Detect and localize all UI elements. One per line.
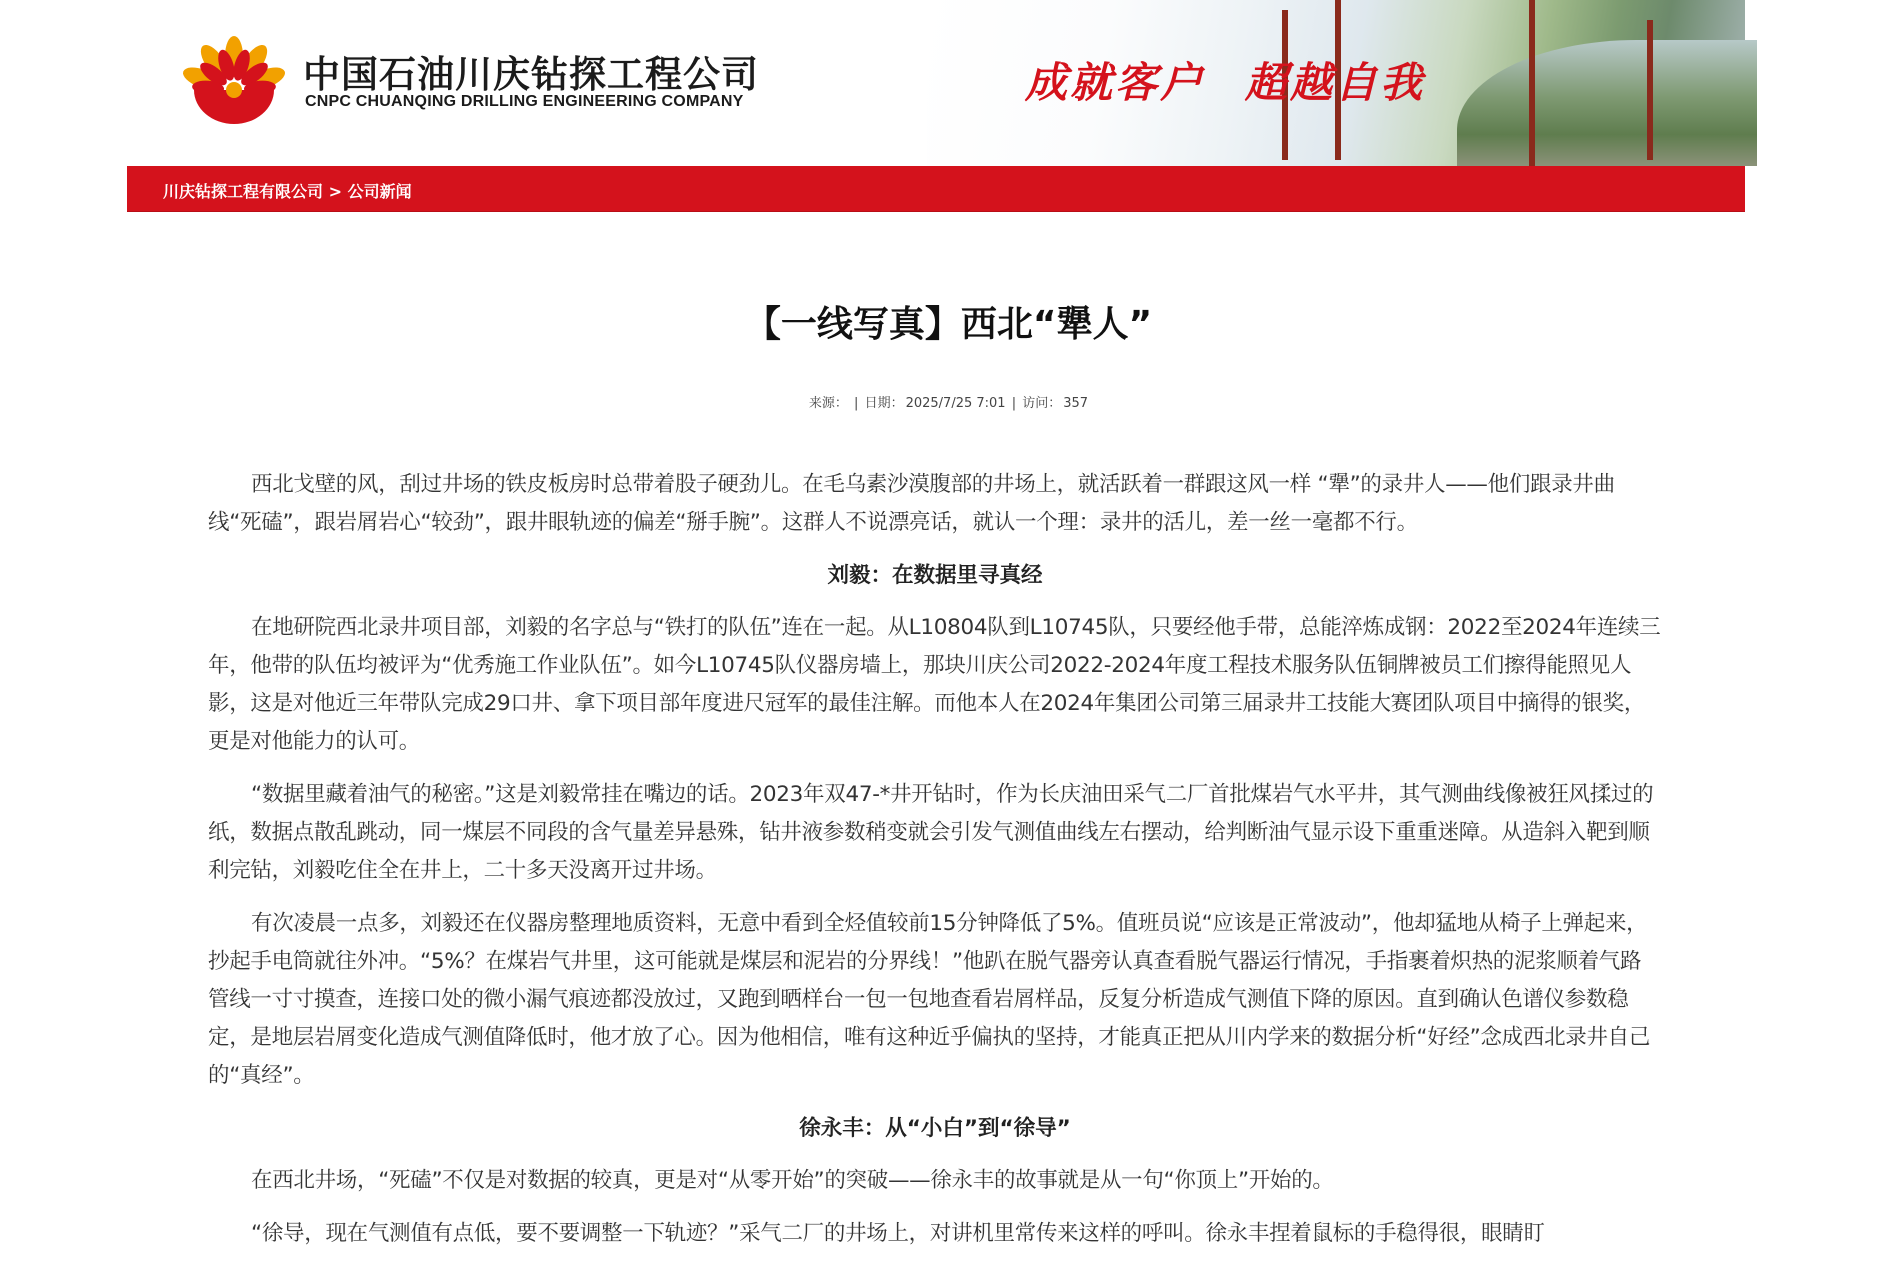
cnpc-petal-logo-icon[interactable] (187, 32, 281, 124)
company-name-cn: 中国石油川庆钻探工程公司 (303, 54, 759, 95)
article-paragraph: 西北戈壁的风，刮过井场的铁皮板房时总带着股子硬劲儿。在毛乌素沙漠腹部的井场上，就活跃着一群跟这风一样 “犟”的录井人——他们跟录井曲线“死磕”，跟岩屑岩心“较劲”，跟井眼轨迹的偏差“掰手腕”。这群人不说漂亮话，就认一个理：录井的活儿，差一丝一毫都不行。 (208, 472, 1615, 535)
article-title: 【一线写真】西北“犟人” (744, 304, 1153, 345)
publish-date: 2025/7/25 7:01 (905, 396, 1006, 411)
breadcrumb (163, 179, 412, 202)
source-label: 来源： (808, 396, 848, 411)
article-paragraph: 有次凌晨一点多，刘毅还在仪器房整理地质资料，无意中看到全烃值较前15分钟降低了5%。值班员说“应该是正常波动”，他却猛地从椅子上弹起来，抄起手电筒就往外冲。“5%？在煤岩气井里，这可能就是煤层和泥岩的分界线！”他趴在脱气器旁认真查看脱气器运行情况，手指裹着炽热的泥浆顺着气路管线一寸寸摸查，连接口处的微小漏气痕迹都没放过，又跑到晒样台一包一包地查看岩屑样品，反复分析造成气测值下降的原因。直到确认色谱仪参数稳定，是地层岩屑变化造成气测值降低时，他才放了心。因为他相信，唯有这种近乎偏执的坚持，才能真正把从川内学来的数据分析“好经”念成西北录井自己的“真经”。 (208, 911, 1651, 1088)
section-heading: 徐永丰：从“小白”到“徐导” (799, 1116, 1071, 1141)
article-paragraph: “徐导，现在气测值有点低，要不要调整一下轨迹？”采气二厂的井场上，对讲机里常传来这样的呼叫。徐永丰捏着鼠标的手稳得很，眼睛盯 (251, 1221, 1545, 1246)
section-heading: 刘毅：在数据里寻真经 (827, 563, 1043, 588)
meta-separator: | (854, 396, 859, 411)
article-body (208, 466, 1662, 1268)
derrick-icon (1529, 0, 1535, 166)
nav-bar (127, 166, 1745, 212)
slogan (1025, 50, 1465, 110)
visits-label: 访问： (1022, 396, 1062, 411)
visit-count: 357 (1063, 396, 1089, 411)
article-meta (0, 392, 1897, 411)
article-paragraph: “数据里藏着油气的秘密。”这是刘毅常挂在嘴边的话。2023年双47-*井开钻时，作为长庆油田采气二厂首批煤岩气水平井，其气测曲线像被狂风揉过的纸，数据点散乱跳动，同一煤层不同段的含气量差异悬殊，钻井液参数稍变就会引发气测值曲线左右摆动，给判断油气显示设下重重迷障。从造斜入靶到顺利完钻，刘毅吃住全在井上，二十多天没离开过井场。 (208, 782, 1654, 883)
company-name-en: CNPC CHUANQING DRILLING ENGINEERING COMPANY (305, 93, 744, 110)
breadcrumb-current-link[interactable]: 公司新闻 (347, 182, 412, 201)
meta-separator: | (1011, 396, 1017, 411)
article-paragraph: 在西北井场，“死磕”不仅是对数据的较真，更是对“从零开始”的突破——徐永丰的故事就是从一句“你顶上”开始的。 (251, 1168, 1334, 1193)
slogan-part-1: 成就客户 (1025, 58, 1206, 107)
article-paragraph: 在地研院西北录井项目部，刘毅的名字总与“铁打的队伍”连在一起。从L10804队到L10745队，只要经他手带，总能淬炼成钢：2022至2024年连续三年，他带的队伍均被评为“优秀施工作业队伍”。如今L10745队仪器房墙上，那块川庆公司2022-2024年度工程技术服务队伍铜牌被员工们擦得能照见人影，这是对他近三年带队完成29口井、拿下项目部年度进尺冠军的最佳注解。而他本人在2024年集团公司第三届录井工技能大赛团队项目中摘得的银奖，更是对他能力的认可。 (208, 615, 1661, 754)
slogan-part-2: 超越自我 (1245, 58, 1426, 107)
derrick-icon (1647, 20, 1653, 160)
breadcrumb-separator: > (328, 182, 342, 201)
breadcrumb-home-link[interactable]: 川庆钻探工程有限公司 (163, 182, 324, 201)
date-label: 日期： (864, 396, 904, 411)
